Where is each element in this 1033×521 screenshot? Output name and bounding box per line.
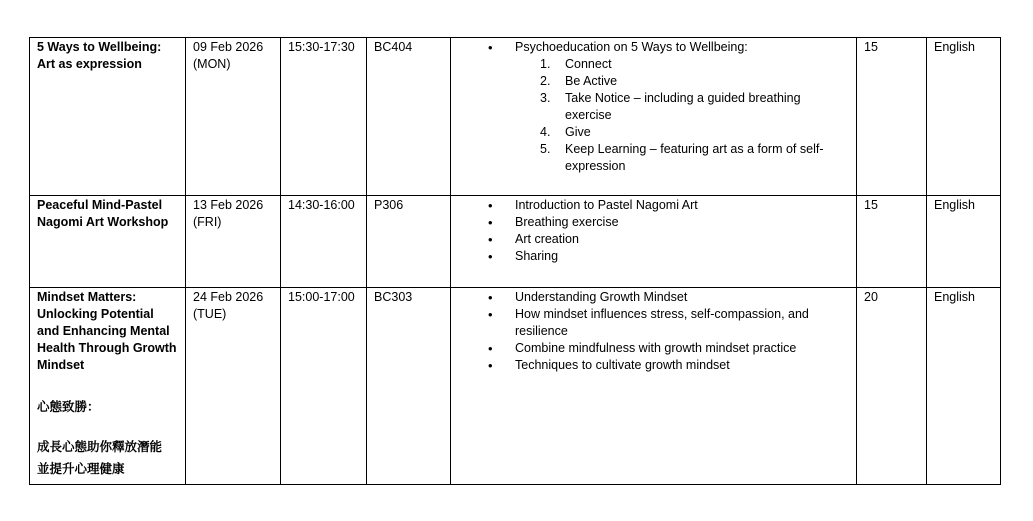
list-item: 2. Be Active (540, 74, 618, 88)
venue: P306 (374, 198, 404, 212)
table-row (30, 288, 1001, 485)
table-row (30, 196, 1001, 288)
list-item: • Understanding Growth Mindset (488, 289, 849, 306)
time-cell (281, 38, 367, 196)
venue: BC404 (374, 40, 413, 54)
date-cell (186, 196, 281, 288)
workshop-title: 5 Ways to Wellbeing: Art as expression (37, 40, 162, 71)
workshop-schedule-table (29, 37, 1001, 485)
workshop-title-cell (30, 38, 186, 196)
list-item: • How mindset influences stress, self-compassion, and resilience (488, 306, 849, 340)
list-item: • Breathing exercise (488, 214, 849, 231)
list-item: 4. Give (540, 125, 591, 139)
time: 14:30-16:00 (288, 198, 355, 212)
workshop-title-chinese-line-3: 並提升心理健康 (37, 461, 125, 476)
workshop-title-cell (30, 196, 186, 288)
content-cell (451, 288, 857, 485)
workshop-title: Peaceful Mind-Pastel Nagomi Art Workshop (37, 198, 169, 229)
workshop-title-chinese-line-1: 心態致勝： (37, 399, 100, 414)
date: 24 Feb 2026 (193, 290, 264, 304)
list-item: • Introduction to Pastel Nagomi Art (488, 197, 849, 214)
list-item: • Psychoeducation on 5 Ways to Wellbeing: 1. Connect 2. Be Active 3. Take Notice – including a guided breathing exercise 4. Give 5. Keep Learning – featuring art as a form of self-expression (488, 39, 849, 175)
content-bullets (458, 289, 849, 374)
language: English (934, 290, 975, 304)
workshop-title-chinese-line-2: 成長心態助你釋放潛能 (37, 439, 163, 454)
weekday: (MON) (193, 57, 231, 71)
capacity-cell (857, 288, 927, 485)
numbered-list (515, 56, 849, 175)
venue-cell (367, 38, 451, 196)
list-item: 3. Take Notice – including a guided breathing exercise (540, 91, 801, 122)
list-item: • Art creation (488, 231, 849, 248)
language: English (934, 198, 975, 212)
date: 09 Feb 2026 (193, 40, 264, 54)
language-cell (927, 38, 1001, 196)
date-cell (186, 38, 281, 196)
weekday: (FRI) (193, 215, 222, 229)
workshop-title: Mindset Matters: Unlocking Potential and Enhancing Mental Health Through Growth Mindset (37, 290, 177, 372)
list-item: • Techniques to cultivate growth mindset (488, 357, 849, 374)
language-cell (927, 196, 1001, 288)
capacity: 15 (864, 40, 878, 54)
language-cell (927, 288, 1001, 485)
content-cell (451, 38, 857, 196)
table-row (30, 38, 1001, 196)
time: 15:30-17:30 (288, 40, 355, 54)
weekday: (TUE) (193, 307, 227, 321)
date-cell (186, 288, 281, 485)
time-cell (281, 196, 367, 288)
content-bullets (458, 197, 849, 265)
list-item: • Combine mindfulness with growth mindset practice (488, 340, 849, 357)
venue-cell (367, 288, 451, 485)
content-bullets (458, 39, 849, 175)
content-cell (451, 196, 857, 288)
capacity: 20 (864, 290, 878, 304)
capacity-cell (857, 38, 927, 196)
list-item: 1. Connect (540, 57, 612, 71)
language: English (934, 40, 975, 54)
workshop-title-cell (30, 288, 186, 485)
list-item: 5. Keep Learning – featuring art as a form of self-expression (540, 142, 824, 173)
list-item: • Sharing (488, 248, 849, 265)
time-cell (281, 288, 367, 485)
venue: BC303 (374, 290, 413, 304)
capacity: 15 (864, 198, 878, 212)
venue-cell (367, 196, 451, 288)
capacity-cell (857, 196, 927, 288)
date: 13 Feb 2026 (193, 198, 264, 212)
time: 15:00-17:00 (288, 290, 355, 304)
